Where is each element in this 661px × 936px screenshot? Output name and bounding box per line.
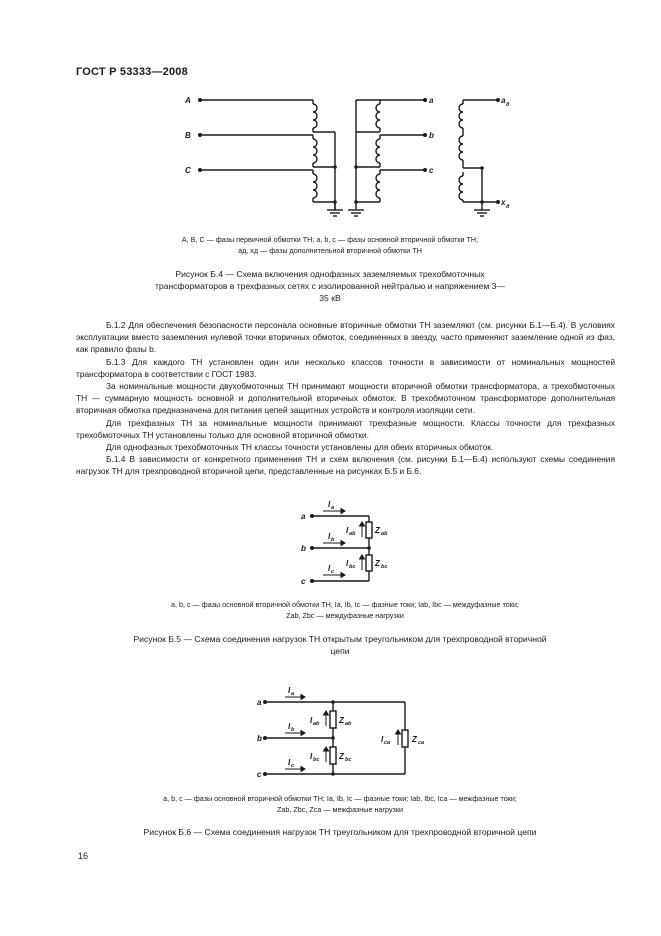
fig-b4-legend-line2: aд, xд — фазы дополнительной вторичной обмотки ТН xyxy=(238,246,422,255)
b5-terminal-b: b xyxy=(301,544,306,553)
b6-terminal-c: c xyxy=(257,770,262,779)
b5-terminal-a: a xyxy=(301,512,306,521)
b6-current-bc: I xyxy=(310,752,313,761)
b6-current-a-sub: a xyxy=(291,691,295,697)
figure-b5-diagram xyxy=(295,495,415,587)
fig-b6-caption: Рисунок Б.6 — Схема соединения нагрузок ТН треугольником для трехпроводной вторичной цепи xyxy=(143,827,537,837)
b5-impedance-bc-sub: bc xyxy=(381,564,388,570)
b6-current-c-sub: c xyxy=(291,763,295,769)
b5-current-bc-sub: bc xyxy=(349,564,356,570)
terminal-x-additional-sub: д xyxy=(506,204,510,210)
terminal-x-additional: x xyxy=(501,198,506,207)
b6-current-bc-sub: bc xyxy=(313,757,320,763)
terminal-a: a xyxy=(429,96,434,105)
fig-b5-legend-line1: a, b, c — фазы основной вторичной обмотки ТН; Ia, Ib, Ic — фазные токи; Iab, Ibc — междуфазные токи; xyxy=(171,600,519,609)
b6-current-ab: I xyxy=(310,716,313,725)
b5-impedance-bc: Z xyxy=(375,559,380,568)
b5-impedance-ab: Z xyxy=(375,526,380,535)
fig-b5-caption: Рисунок Б.5 — Схема соединения нагрузок ТН открытым треугольником для трехпроводной вторичной цепи xyxy=(133,634,547,656)
b5-terminal-c: c xyxy=(301,577,306,586)
b5-current-b: I xyxy=(328,532,331,541)
paragraph-single-phase: Для однофазных трехобмоточных ТН классы точности установлены для обеих вторичных обмоток. xyxy=(106,442,494,453)
paragraph-b-1-3: Б.1.3 Для каждого ТН установлен один или несколько классов точности в зависимости от номинальных мощностей трансформатора в соответствии с ГОСТ 1983. xyxy=(76,356,615,379)
b6-impedance-bc: Z xyxy=(339,752,344,761)
b5-current-a: I xyxy=(328,500,331,509)
b5-impedance-ab-sub: ab xyxy=(381,531,388,537)
b5-current-c: I xyxy=(328,564,331,573)
b6-impedance-ca-sub: ca xyxy=(418,740,425,746)
terminal-B: B xyxy=(185,131,191,140)
terminal-a-additional: a xyxy=(501,96,506,105)
b6-impedance-ab-sub: ab xyxy=(345,721,352,727)
fig-b5-legend-line2: Zab, Zbc — междуфазные нагрузки xyxy=(286,611,404,620)
fig-b6-legend-line2: Zab, Zbc, Zca — межфазные нагрузки xyxy=(277,805,403,814)
b6-current-ca: I xyxy=(381,735,384,744)
paragraph-rated-power: За номинальные мощности двухобмоточных ТН принимают мощности вторичной обмотки трансформатора, а трехобмоточных ТН — суммарную мощность основной и дополнительной вторичных обмоток. В трехобмоточном трансформаторе дополнительная вторичная обмотка предназначена для питания цепей защитных устройств и контроля изоляции сети. xyxy=(76,381,615,416)
page-number: 16 xyxy=(78,851,89,861)
paragraph-b-1-2: Б.1.2 Для обеспечения безопасности персонала основные вторичные обмотки ТН заземляют (см. рисунки Б.1—Б.4). В условиях эксплуатации вместо заземления нулевой точки вторичных обмоток, соединенных в звезду, часто применяют заземление одной из фаз, как правило фазы b. xyxy=(76,320,615,355)
b5-current-ab: I xyxy=(346,526,349,535)
terminal-C: C xyxy=(185,166,191,175)
b6-impedance-ca: Z xyxy=(412,735,417,744)
b5-current-a-sub: a xyxy=(331,505,335,511)
b6-impedance-bc-sub: bc xyxy=(345,757,352,763)
b6-current-ca-sub: ca xyxy=(384,740,391,746)
fig-b4-legend-line1: A, B, C — фазы первичной обмотки ТН; a, b, c — фазы основной вторичной обмотки ТН; xyxy=(181,235,479,244)
figure-b4-diagram xyxy=(180,90,520,220)
b6-current-b-sub: b xyxy=(291,727,295,733)
page-header-title: ГОСТ Р 53333—2008 xyxy=(76,66,188,78)
b6-current-a: I xyxy=(288,686,291,695)
b6-impedance-ab: Z xyxy=(339,716,344,725)
paragraph-b-1-4: Б.1.4 В зависимости от конкретного применения ТН и схем включения (см. рисунки Б.1—Б.4) используют схемы соединения нагрузок ТН для трехпроводной вторичной цепи, представленные на рисунках Б.5 и Б.6. xyxy=(76,454,615,477)
body-text xyxy=(76,319,615,478)
terminal-a-additional-sub: д xyxy=(506,102,510,108)
figure-b6-diagram xyxy=(255,680,445,780)
b6-current-b: I xyxy=(288,722,291,731)
b5-current-c-sub: c xyxy=(331,569,335,575)
terminal-b: b xyxy=(429,131,434,140)
b6-current-ab-sub: ab xyxy=(313,721,320,727)
b6-terminal-b: b xyxy=(257,734,262,743)
b6-current-c: I xyxy=(288,758,291,767)
b5-current-ab-sub: ab xyxy=(349,531,356,537)
b5-current-b-sub: b xyxy=(331,537,335,543)
paragraph-three-phase: Для трехфазных ТН за номинальные мощности принимают трехфазные мощности. Классы точности для трехфазных трехобмоточных ТН установлены только для основной вторичной обмотки. xyxy=(76,417,615,440)
b5-current-bc: I xyxy=(346,559,349,568)
fig-b6-legend-line1: a, b, c — фазы основной вторичной обмотки ТН; Ia, Ib, Ic — фазные токи; Iab, Ibc, Ica — межфазные токи; xyxy=(163,794,517,803)
fig-b4-caption: Рисунок Б.4 — Схема включения однофазных заземляемых трехобмоточных трансформаторов в трехфазных сетях с изолированной нейтралью и напряжением 3—35 кВ xyxy=(155,269,505,303)
terminal-c: c xyxy=(429,166,434,175)
b6-terminal-a: a xyxy=(257,698,262,707)
terminal-A: A xyxy=(185,96,191,105)
